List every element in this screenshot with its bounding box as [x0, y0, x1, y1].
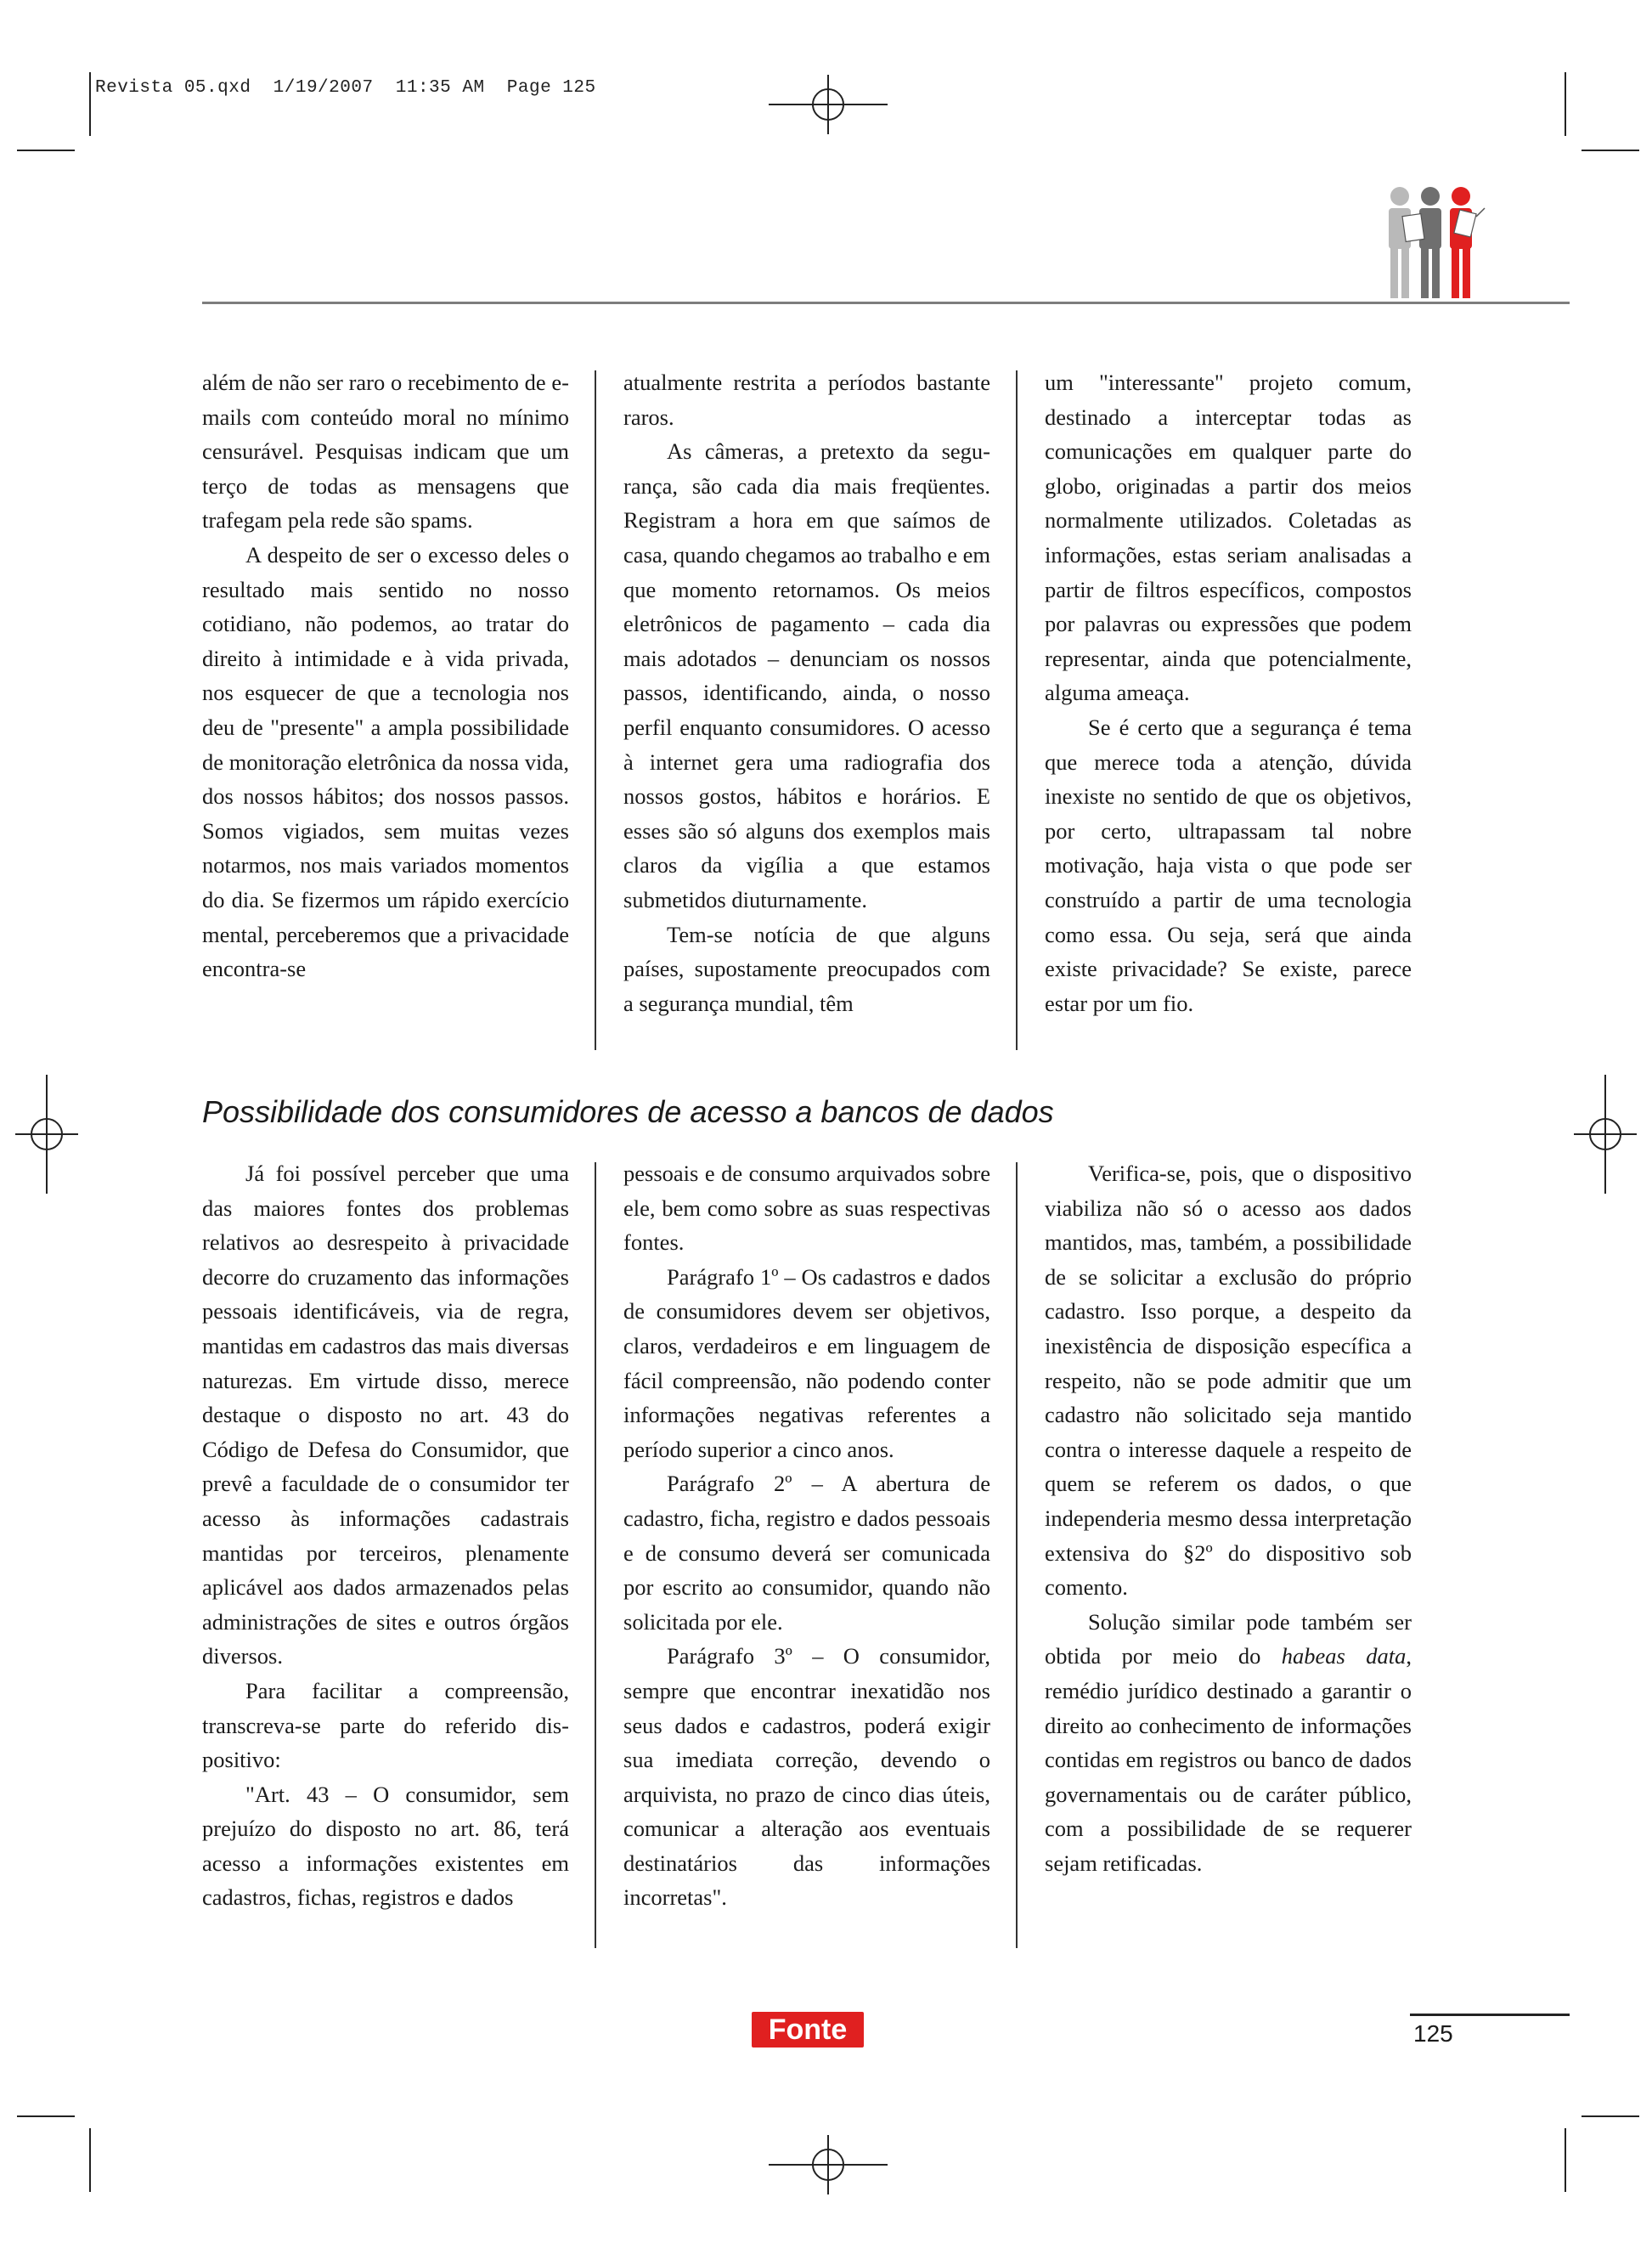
- paragraph: "Art. 43 – O consumidor, sem prejuízo do disposto no art. 86, terá acesso a informações existentes em cadastros, fichas, registros e dados: [202, 1781, 569, 1911]
- italic-term: habeas data: [1281, 1643, 1407, 1669]
- top-column-3: [1045, 365, 1412, 1020]
- paragraph: Parágrafo 3º – O consumidor, sempre que encontrar inexatidão nos seus dados e cadastros, poderá exigir sua imediata correção, devendo o arquivista, no prazo de cinco dias úteis, comunicar a alteração aos eventuais destinatários das informações incorretas".: [623, 1643, 990, 1911]
- header-rule: [202, 302, 1570, 304]
- paragraph: Parágrafo 1º – Os cadastros e dados de consumidores devem ser objetivos, claros, verdadeiros e em linguagem de fácil compreensão, não podendo conter informações negativas referentes a período superior a cinco anos.: [623, 1263, 990, 1462]
- paragraph: Parágrafo 2º – A abertura de cadastro, ficha, registro e dados pessoais e de consumo deverá ser comunicada por escrito ao consumidor, quando não solicitada por ele.: [623, 1471, 990, 1635]
- column-divider: [595, 1162, 596, 1948]
- bottom-column-2: [623, 1156, 990, 1915]
- top-column-1: [202, 365, 569, 986]
- paragraph: Já foi possível perceber que uma das maiores fontes dos problemas relativos ao desrespeito à privacidade decorre do cruzamento das informações pessoais identificáveis, via de regra, mantidas em cadastros das mais diversas naturezas. Em virtude disso, merece destaque o disposto no art. 43 do Código de Defesa do Consumidor, que prevê a faculdade de o consumidor ter acesso às informações cadastrais mantidas por terceiros, plenamente aplicável aos dados armazenados pelas administrações de sites e outros órgãos diversos.: [202, 1161, 569, 1669]
- paragraph: Se é certo que a segurança é tema que merece toda a atenção, dúvida inexiste no sentido de que os objetivos, por certo, ultrapassam tal nobre motivação, haja vista o que pode ser construído a partir de uma tecnologia como essa. Ou seja, será que ainda existe privacidade? Se existe, parece estar por um fio.: [1045, 714, 1412, 1016]
- paragraph: Para facilitar a compreensão, transcreva-se parte do referido dispositivo:: [202, 1677, 569, 1773]
- paragraph: atualmente restrita a períodos bastante raros.: [623, 370, 990, 430]
- paragraph: pessoais e de consumo arquivados sobre ele, bem como sobre as suas respectivas fontes.: [623, 1161, 990, 1256]
- column-divider: [595, 370, 596, 1050]
- people-group-icon: [1376, 183, 1503, 306]
- bottom-column-1: [202, 1156, 569, 1915]
- paragraph: Tem-se notícia de que alguns países, supostamente preocupados com a segurança mundial, têm: [623, 921, 990, 1016]
- column-divider: [1016, 370, 1018, 1050]
- paragraph: Verifica-se, pois, que o dispositivo viabiliza não só o acesso aos dados mantidos, mas, também, a possibilidade de se solicitar a exclusão do próprio cadastro. Isso porque, a despeito da inexistência de disposição específica a respeito, não se pode admitir que um cadastro não solicitado seja mantido contra o interesse daquele a respeito de quem se referem os dados, o que independeria mesmo dessa interpretação extensiva do §2º do dispositivo sob comento.: [1045, 1161, 1412, 1601]
- section-title: Possibilidade dos consumidores de acesso a bancos de dados: [202, 1094, 1054, 1129]
- top-column-2: [623, 365, 990, 1020]
- column-divider: [1016, 1162, 1018, 1948]
- paragraph: As câmeras, a pretexto da segurança, são cada dia mais freqüentes. Registram a hora em que saímos de casa, quando chegamos ao trabalho e em que momento retornamos. Os meios eletrônicos de pagamento – cada dia mais adotados – denunciam os nossos passos, identificando, ainda, o nosso perfil enquanto consumidores. O acesso à internet gera uma radiografia dos nossos gostos, hábitos e horários. E esses são só alguns dos exemplos mais claros da vigília a que estamos submetidos diuturnamente.: [623, 438, 990, 912]
- page-number-rule: [1410, 2014, 1570, 2016]
- paragraph: A despeito de ser o excesso deles o resultado mais sentido no nosso cotidiano, não podemos, ao tratar do direito à intimidade e à vida privada, nos esquecer de que a tecnologia nos deu de "presente" a ampla possibilidade de monitoração eletrônica da nossa vida, dos nossos hábitos; dos nossos passos. Somos vigiados, sem muitas vezes notarmos, nos mais variados momentos do dia. Se fizermos um rápido exercício mental, perceberemos que a privacidade encontra-se: [202, 541, 569, 982]
- text-run: Solução similar pode também ser obtida por meio do: [1045, 1608, 1412, 1669]
- print-slug: Revista 05.qxd 1/19/2007 11:35 AM Page 125: [95, 78, 596, 98]
- fonte-logo: Fonte: [752, 2012, 864, 2048]
- text-run: , remédio jurídico destinado a garantir o direito ao conhecimento de informações contidas em registros ou banco de dados governamentais ou de caráter público, com a possibilidade de se requerer sejam retificadas.: [1045, 1643, 1412, 1876]
- bottom-column-3: [1045, 1156, 1412, 1880]
- paragraph: [1045, 1605, 1412, 1881]
- page-number: 125: [1413, 2020, 1453, 2047]
- paragraph: além de não ser raro o recebimento de e-mails com conteúdo moral no mínimo censurável. Pesquisas indicam que um terço de todas as mensagens que trafegam pela rede são spams.: [202, 370, 569, 534]
- paragraph: um "interessante" projeto comum, destinado a interceptar todas as comunicações em qualquer parte do globo, originadas a partir dos meios normalmente utilizados. Coletadas as informações, estas seriam analisadas a partir de filtros específicos, compostos por palavras ou expressões que podem representar, ainda que potencialmente, alguma ameaça.: [1045, 370, 1412, 706]
